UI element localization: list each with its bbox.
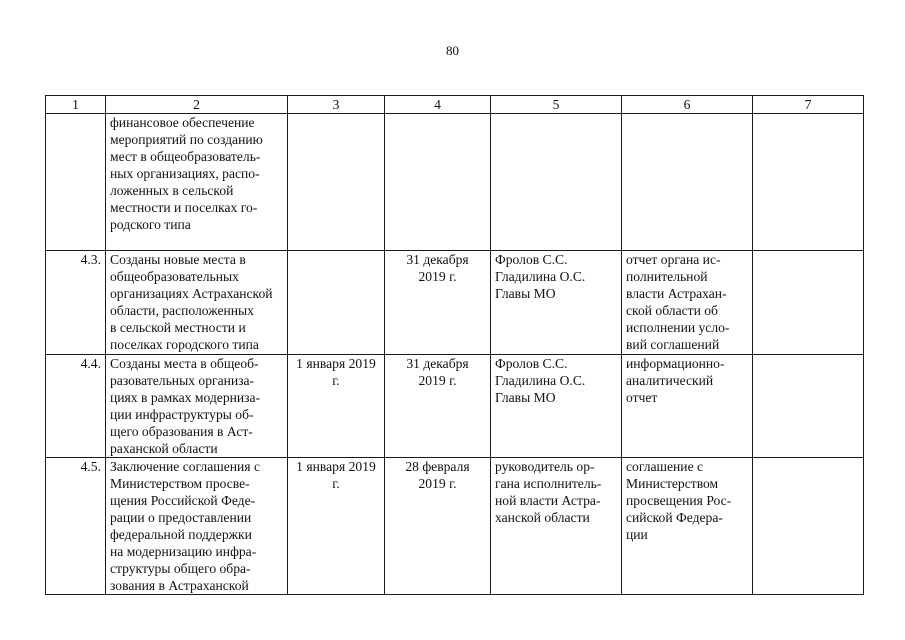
cell-line: Созданы новые места в bbox=[110, 252, 246, 267]
table-row bbox=[46, 251, 864, 355]
cell-line: ции bbox=[626, 527, 648, 542]
table-row bbox=[46, 114, 864, 251]
header-col-2: 2 bbox=[106, 96, 288, 114]
table-row bbox=[46, 355, 864, 458]
cell-line: 1 января 2019 bbox=[296, 459, 376, 474]
start-date bbox=[288, 251, 385, 355]
cell-line: 1 января 2019 bbox=[296, 356, 376, 371]
header-col-1: 1 bbox=[46, 96, 106, 114]
cell-line: в сельской местности и bbox=[110, 320, 246, 335]
cell-line: ложенных в сельской bbox=[110, 183, 234, 198]
cell-line: области, расположенных bbox=[110, 303, 254, 318]
note-cell bbox=[753, 355, 864, 458]
responsible-persons bbox=[491, 355, 622, 458]
result-document bbox=[622, 114, 753, 251]
cell-line: Гладилина О.С. bbox=[495, 269, 586, 284]
cell-line: циях в рамках модерниза- bbox=[110, 390, 261, 405]
task-description bbox=[106, 458, 288, 595]
cell-line: организациях Астраханской bbox=[110, 286, 273, 301]
cell-line: Главы МО bbox=[495, 286, 556, 301]
cell-line: 2019 г. bbox=[418, 373, 457, 388]
cell-line: г. bbox=[332, 373, 340, 388]
item-number: 4.3. bbox=[46, 251, 106, 355]
cell-line: ской области об bbox=[626, 303, 718, 318]
responsible-persons bbox=[491, 458, 622, 595]
header-col-6: 6 bbox=[622, 96, 753, 114]
cell-line: федеральной поддержки bbox=[110, 527, 252, 542]
cell-line: Министерством bbox=[626, 476, 719, 491]
start-date bbox=[288, 458, 385, 595]
cell-line: ных организациях, распо- bbox=[110, 166, 260, 181]
cell-line: Гладилина О.С. bbox=[495, 373, 586, 388]
cell-line: отчет bbox=[626, 390, 658, 405]
cell-line: информационно- bbox=[626, 356, 725, 371]
cell-line: зования в Астраханской bbox=[110, 578, 249, 593]
cell-line: 2019 г. bbox=[418, 269, 457, 284]
note-cell bbox=[753, 458, 864, 595]
result-document bbox=[622, 251, 753, 355]
cell-line: мест в общеобразователь- bbox=[110, 149, 261, 164]
responsible-persons bbox=[491, 251, 622, 355]
cell-line: раханской области bbox=[110, 441, 218, 456]
cell-line: полнительной bbox=[626, 269, 708, 284]
start-date bbox=[288, 114, 385, 251]
cell-line: ции инфраструктуры об- bbox=[110, 407, 254, 422]
cell-line: щения Российской Феде- bbox=[110, 493, 256, 508]
start-date bbox=[288, 355, 385, 458]
end-date bbox=[385, 251, 491, 355]
cell-line: ханской области bbox=[495, 510, 590, 525]
responsible-persons bbox=[491, 114, 622, 251]
table-header-row bbox=[46, 96, 864, 114]
plan-table bbox=[45, 95, 864, 595]
cell-line: гана исполнитель- bbox=[495, 476, 602, 491]
cell-line: 31 декабря bbox=[406, 356, 469, 371]
task-description bbox=[106, 251, 288, 355]
cell-line: финансовое обеспечение bbox=[110, 115, 255, 130]
cell-line: исполнении усло- bbox=[626, 320, 730, 335]
cell-line: г. bbox=[332, 476, 340, 491]
task-description bbox=[106, 114, 288, 251]
cell-line: Созданы места в общеоб- bbox=[110, 356, 259, 371]
cell-line: на модернизацию инфра- bbox=[110, 544, 257, 559]
cell-line: Главы МО bbox=[495, 390, 556, 405]
cell-line: ной власти Астра- bbox=[495, 493, 601, 508]
result-document bbox=[622, 355, 753, 458]
cell-line: поселках городского типа bbox=[110, 337, 259, 352]
cell-line: сийской Федера- bbox=[626, 510, 723, 525]
cell-line: соглашение с bbox=[626, 459, 704, 474]
cell-line: Министерством просве- bbox=[110, 476, 250, 491]
cell-line: общеобразовательных bbox=[110, 269, 239, 284]
item-number bbox=[46, 114, 106, 251]
header-col-7: 7 bbox=[753, 96, 864, 114]
header-col-3: 3 bbox=[288, 96, 385, 114]
cell-line: аналитический bbox=[626, 373, 714, 388]
item-number: 4.5. bbox=[46, 458, 106, 595]
task-description bbox=[106, 355, 288, 458]
cell-line: руководитель ор- bbox=[495, 459, 595, 474]
header-col-4: 4 bbox=[385, 96, 491, 114]
end-date bbox=[385, 114, 491, 251]
note-cell bbox=[753, 114, 864, 251]
cell-line: просвещения Рос- bbox=[626, 493, 732, 508]
end-date bbox=[385, 458, 491, 595]
note-cell bbox=[753, 251, 864, 355]
cell-line: щего образования в Аст- bbox=[110, 424, 253, 439]
cell-line: рации о предоставлении bbox=[110, 510, 252, 525]
cell-line: 28 февраля bbox=[405, 459, 470, 474]
header-col-5: 5 bbox=[491, 96, 622, 114]
cell-line: власти Астрахан- bbox=[626, 286, 727, 301]
page-number: 80 bbox=[446, 43, 459, 58]
cell-line: 31 декабря bbox=[406, 252, 469, 267]
cell-line: Фролов С.С. bbox=[495, 252, 568, 267]
cell-line: структуры общего обра- bbox=[110, 561, 251, 576]
item-number: 4.4. bbox=[46, 355, 106, 458]
cell-line: разовательных организа- bbox=[110, 373, 255, 388]
cell-line: местности и поселках го- bbox=[110, 200, 258, 215]
cell-line: 2019 г. bbox=[418, 476, 457, 491]
cell-line: Фролов С.С. bbox=[495, 356, 568, 371]
cell-line: вий соглашений bbox=[626, 337, 720, 352]
cell-line: мероприятий по созданию bbox=[110, 132, 263, 147]
end-date bbox=[385, 355, 491, 458]
table-row bbox=[46, 458, 864, 595]
result-document bbox=[622, 458, 753, 595]
cell-line: Заключение соглашения с bbox=[110, 459, 260, 474]
cell-line: отчет органа ис- bbox=[626, 252, 721, 267]
cell-line: родского типа bbox=[110, 217, 191, 232]
